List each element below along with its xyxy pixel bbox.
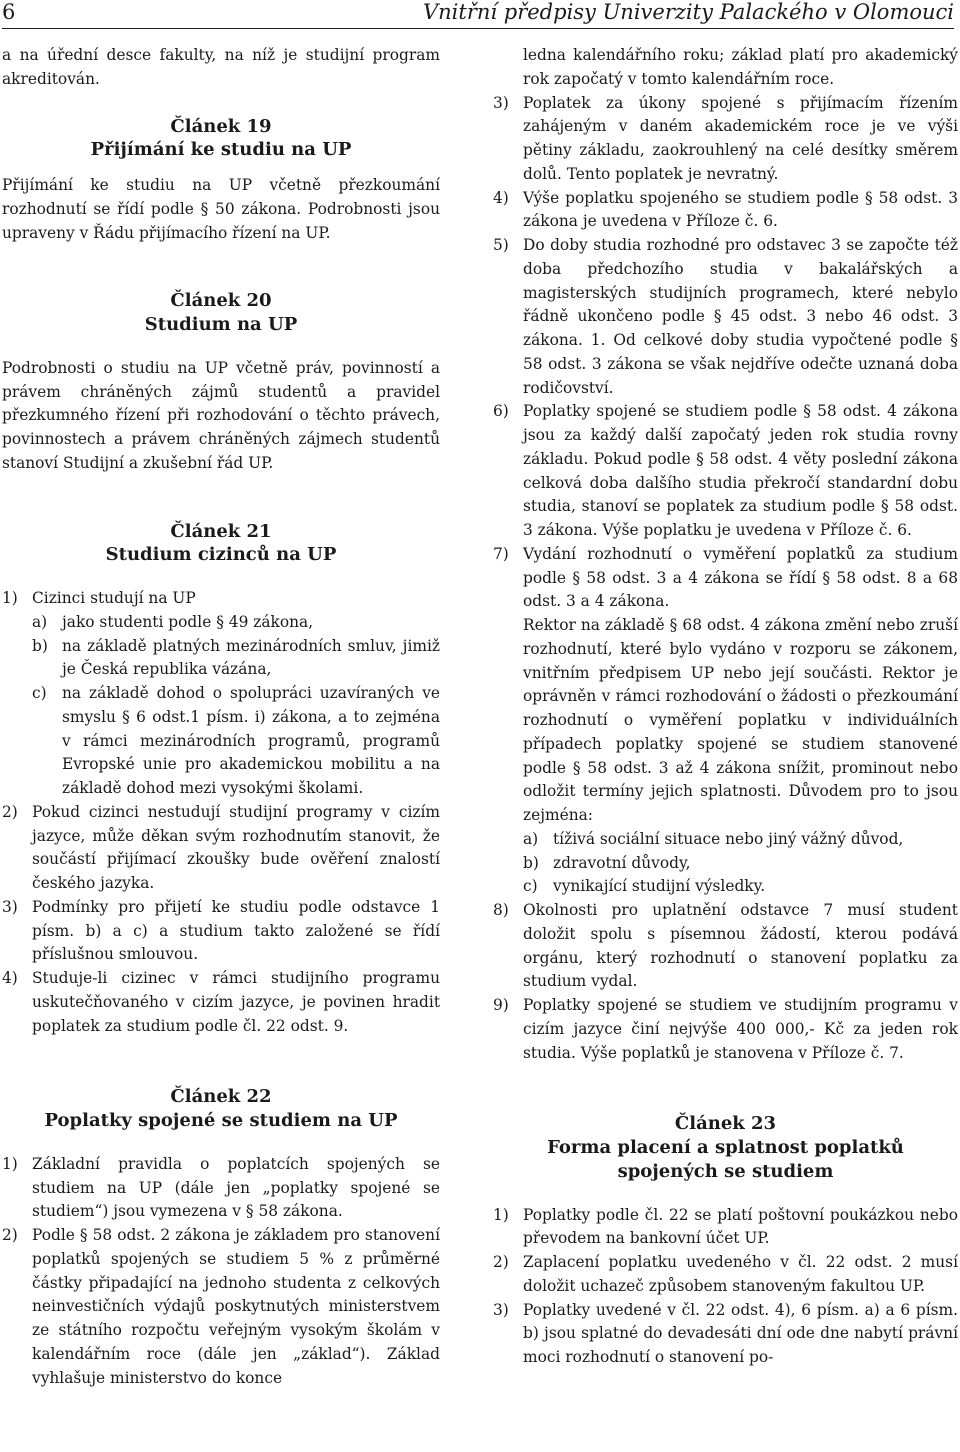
article-23-list (493, 1204, 958, 1370)
list-item: 2) Zaplacení poplatku uvedeného v čl. 22 odst. 2 musí doložit uchazeč způsobem stanoveným fakultou UP. (493, 1253, 958, 1295)
sub-list-item: b) na základě platných mezinárodních smluv, jimiž je Česká republika vázána, (32, 636, 440, 679)
list-item: 1) Základní pravidla o poplatcích spojených se studiem na UP (dále jen „poplatky spojené se studiem“) jsou vymezena v § 58 zákona. (2, 1154, 440, 1221)
article-21-number: Článek 21 (170, 520, 272, 542)
list-item: 2) Pokud cizinci nestudují studijní programy v cizím jazyce, může děkan svým rozhodnutím stanovit, že součástí přijímací zkoušky bude ověření znalostí českého jazyka. (2, 802, 440, 892)
left-column (2, 44, 440, 1390)
list-item: 3) Poplatky uvedené v čl. 22 odst. 4), 6 písm. a) a 6 písm. b) jsou splatné do devadesáti dní ode dne nabytí právní moci rozhodnutí o stanovení po- (493, 1300, 958, 1366)
article-23-heading (493, 1112, 958, 1183)
article-21-heading (2, 520, 440, 568)
article-22-number: Článek 22 (170, 1086, 272, 1108)
article-21-title: Studium cizinců na UP (105, 544, 337, 566)
sub-list-item: a) tíživá sociální situace nebo jiný vážný důvod, (523, 829, 904, 848)
article-19-title: Přijímání ke studiu na UP (90, 139, 352, 161)
article-21-list (2, 587, 440, 1038)
list-item: 1) Poplatky podle čl. 22 se platí poštovní poukázkou nebo převodem na bankovní účet UP. (493, 1205, 958, 1248)
article-22-list (2, 1153, 440, 1391)
article-20-text: Podrobnosti o studiu na UP včetně práv, povinností a právem chráněných zájmů studentů a pravidel přezkumného řízení při rozhodování o těchto právech, povinnostech a právem chráněných zájmech studentů stanoví Studijní a zkušební řád UP. (2, 358, 440, 472)
sub-list (32, 611, 440, 801)
article-20-heading (2, 289, 440, 337)
page-header (2, 0, 954, 29)
list-item: 6) Poplatky spojené se studiem podle § 58 odst. 4 zákona jsou za každý další započatý jeden rok studia rovny základu. Pokud podle § 58 odst. 4 věty poslední zákona celková doba dalšího studia překročí standardní dobu studia, stanoví se poplatek za studium podle § 58 odst. 3 zákona. Výše poplatku je uvedena v Příloze č. 6. (493, 402, 958, 539)
article-20-number: Článek 20 (170, 290, 272, 312)
article-22-list-continued (493, 92, 958, 1066)
running-title: Vnitřní předpisy Univerzity Palackého v Olomouci (422, 0, 954, 24)
list-item: 7) Vydání rozhodnutí o vyměření poplatků za studium podle § 58 odst. 3 a 4 zákona se řídí § 58 odst. 8 a 68 odst. 3 a 4 zákona. Rektor na základě § 68 odst. 4 zákona změní nebo zruší rozhodnutí, které bylo vydáno v rozporu se zákonem, vnitřním předpisem UP nebo její součásti. Rektor je oprávněn v rámci rozhodování o žádosti o přezkoumání rozhodnutí o vyměření poplatku v individuálních případech poplatky spojené se studiem stanovené podle § 58 odst. 3 až 4 zákona snížit, prominout nebo odložit termíny jejich splatnosti. Důvodem pro to jsou zejména: a) tíživá sociální situace nebo jiný vážný důvod, b) zdravotní důvody, c) vynikající studijní výsledky. (493, 543, 958, 899)
page-number: 6 (2, 0, 16, 24)
article-22-title: Poplatky spojené se studiem na UP (44, 1110, 398, 1131)
list-item: 2) Podle § 58 odst. 2 zákona je základem pro stanovení poplatků spojených se studiem 5 % z průměrné částky připadající na jednoho studenta z celkových neinvestičních výdajů poskytnutých ministerstvem ze státního rozpočtu veřejným vysokým školám v kalendářním roce (dále jen „základ“). Základ vyhlašuje ministerstvo do konce (2, 1226, 440, 1387)
list-item: 5) Do doby studia rozhodné pro odstavec 3 se započte též doba předchozího studia v bakalářských a magisterských studijních programech, které nebylo řádně ukončeno podle § 45 odst. 3 nebo 46 odst. 3 zákona. 1. Od celkové doby studia vypočtené podle § 58 odst. 3 zákona se však nejdříve odečte uznaná doba rodičovství. (493, 236, 958, 397)
list-item: 8) Okolnosti pro uplatnění odstavce 7 musí student doložit spolu s písemnou žádostí, kterou podává orgánu, který rozhodnutí o stanovení poplatku za studium vydal. (493, 901, 958, 991)
sub-list-item: c) na základě dohod o spolupráci uzavíraných ve smyslu § 6 odst.1 písm. i) zákona, a to zejména v rámci mezinárodních programů, programů Evropské unie pro akademickou mobilitu a na základě dohod mezi vysokými školami. (32, 684, 440, 797)
list-item: 1) Cizinci studují na UP a) jako studenti podle § 49 zákona, b) na základě platných mezinárodních smluv, jimiž je Česká republika vázána, c) na základě dohod o spolupráci uzavíraných ve smyslu § 6 odst.1 písm. i) zákona, a to zejména v rámci mezinárodních programů, programů Evropské unie pro akademickou mobilitu a na základě dohod mezi vysokými školami. (2, 587, 440, 801)
sub-list (523, 828, 958, 899)
article-19-heading (2, 115, 440, 163)
intro-paragraph: a na úřední desce fakulty, na níž je studijní program akreditován. (2, 46, 440, 88)
list-item: 3) Poplatek za úkony spojené s přijímacím řízením zahájeným v daném akademickém roce je ve výši pětiny základu, zaokrouhlený na celé desítky směrem dolů. Tento poplatek je nevratný. (493, 93, 958, 183)
continued-paragraph: ledna kalendářního roku; základ platí pro akademický rok započatý v tomto kalendářním roce. (523, 46, 958, 88)
article-23-number: Článek 23 (674, 1113, 777, 1135)
item-7-extra: Rektor na základě § 68 odst. 4 zákona změní nebo zruší rozhodnutí, které bylo vydáno v rozporu se zákonem, vnitřním předpisem UP nebo její součásti. Rektor je oprávněn v rámci rozhodování o žádosti o přezkoumání rozhodnutí o vyměření poplatku v individuálních případech poplatky spojené se studiem stanovené podle § 58 odst. 3 až 4 zákona snížit, prominout nebo odložit termíny jejich splatnosti. Důvodem pro to jsou zejména: (523, 616, 958, 824)
sub-list-item: b) zdravotní důvody, (523, 853, 691, 872)
list-item: 9) Poplatky spojené se studiem ve studijním programu v cizím jazyce činí nejvýše 400 000,- Kč za jeden rok studia. Výše poplatků je stanovena v Příloze č. 7. (493, 996, 958, 1062)
list-item: 3) Podmínky pro přijetí ke studiu podle odstavce 1 písm. b) a c) a studium takto založené se řídí příslušnou smlouvou. (2, 897, 440, 964)
list-item: 4) Studuje-li cizinec v rámci studijního programu uskutečňovaného v cizím jazyce, je povinen hradit poplatek za studium podle čl. 22 odst. 9. (2, 969, 440, 1035)
right-column (493, 44, 958, 1370)
article-22-heading (2, 1085, 440, 1133)
sub-list-item: c) vynikající studijní výsledky. (523, 877, 766, 896)
article-23-title: Forma placení a splatnost poplatků spojených se studiem (547, 1137, 904, 1182)
article-19-number: Článek 19 (170, 115, 272, 137)
list-item: 4) Výše poplatku spojeného se studiem podle § 58 odst. 3 zákona je uvedena v Příloze č. 6. (493, 188, 958, 231)
article-20-title: Studium na UP (144, 314, 298, 335)
article-19-text: Přijímání ke studiu na UP včetně přezkoumání rozhodnutí se řídí podle § 50 zákona. Podrobnosti jsou upraveny v Řádu přijímacího řízení na UP. (2, 176, 440, 242)
sub-list-item: a) jako studenti podle § 49 zákona, (32, 612, 314, 631)
